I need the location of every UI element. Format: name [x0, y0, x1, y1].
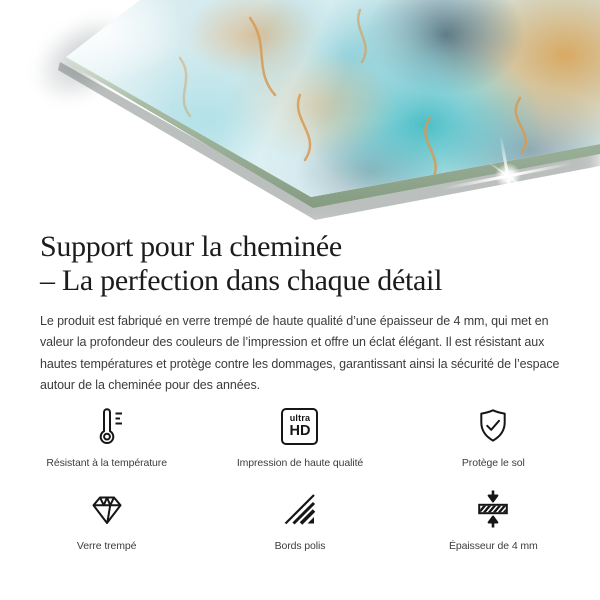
page-title-line2: – La perfection dans chaque détail [40, 264, 443, 297]
product-description: Le produit est fabriqué en verre trempé de haute qualité d’une épaisseur de 4 mm, qui met en valeur la profondeur des couleurs de l’impression et offre un éclat élégant. Il est résistant aux hautes températures et protège contre les dommages, garantissant ainsi la sécurité de l’espace autour de la cheminée pour des années. [40, 314, 560, 392]
polished-edges-icon [280, 486, 320, 532]
feature-label: Impression de haute qualité [236, 457, 364, 469]
feature-polished-edges [203, 486, 396, 552]
feature-label: Verre trempé [76, 540, 137, 552]
page-title-line1: Support pour la cheminée [40, 230, 342, 263]
shield-check-icon [473, 403, 513, 449]
description-section [40, 224, 567, 396]
diamond-icon [87, 486, 127, 532]
thickness-icon [473, 486, 513, 532]
page-title [40, 230, 567, 298]
ultra-hd-icon: ultra HD [281, 403, 318, 449]
feature-label: Protège le sol [461, 457, 525, 469]
feature-thickness [397, 486, 590, 552]
feature-label: Bords polis [274, 540, 326, 552]
feature-label: Épaisseur de 4 mm [448, 540, 538, 552]
product-photo [0, 0, 600, 230]
feature-temperature-resistant [10, 403, 203, 469]
features-grid [10, 403, 590, 552]
feature-floor-protection [397, 403, 590, 469]
feature-print-quality [203, 403, 396, 469]
thermometer-icon [87, 403, 127, 449]
feature-tempered-glass [10, 486, 203, 552]
feature-label: Résistant à la température [46, 457, 167, 469]
